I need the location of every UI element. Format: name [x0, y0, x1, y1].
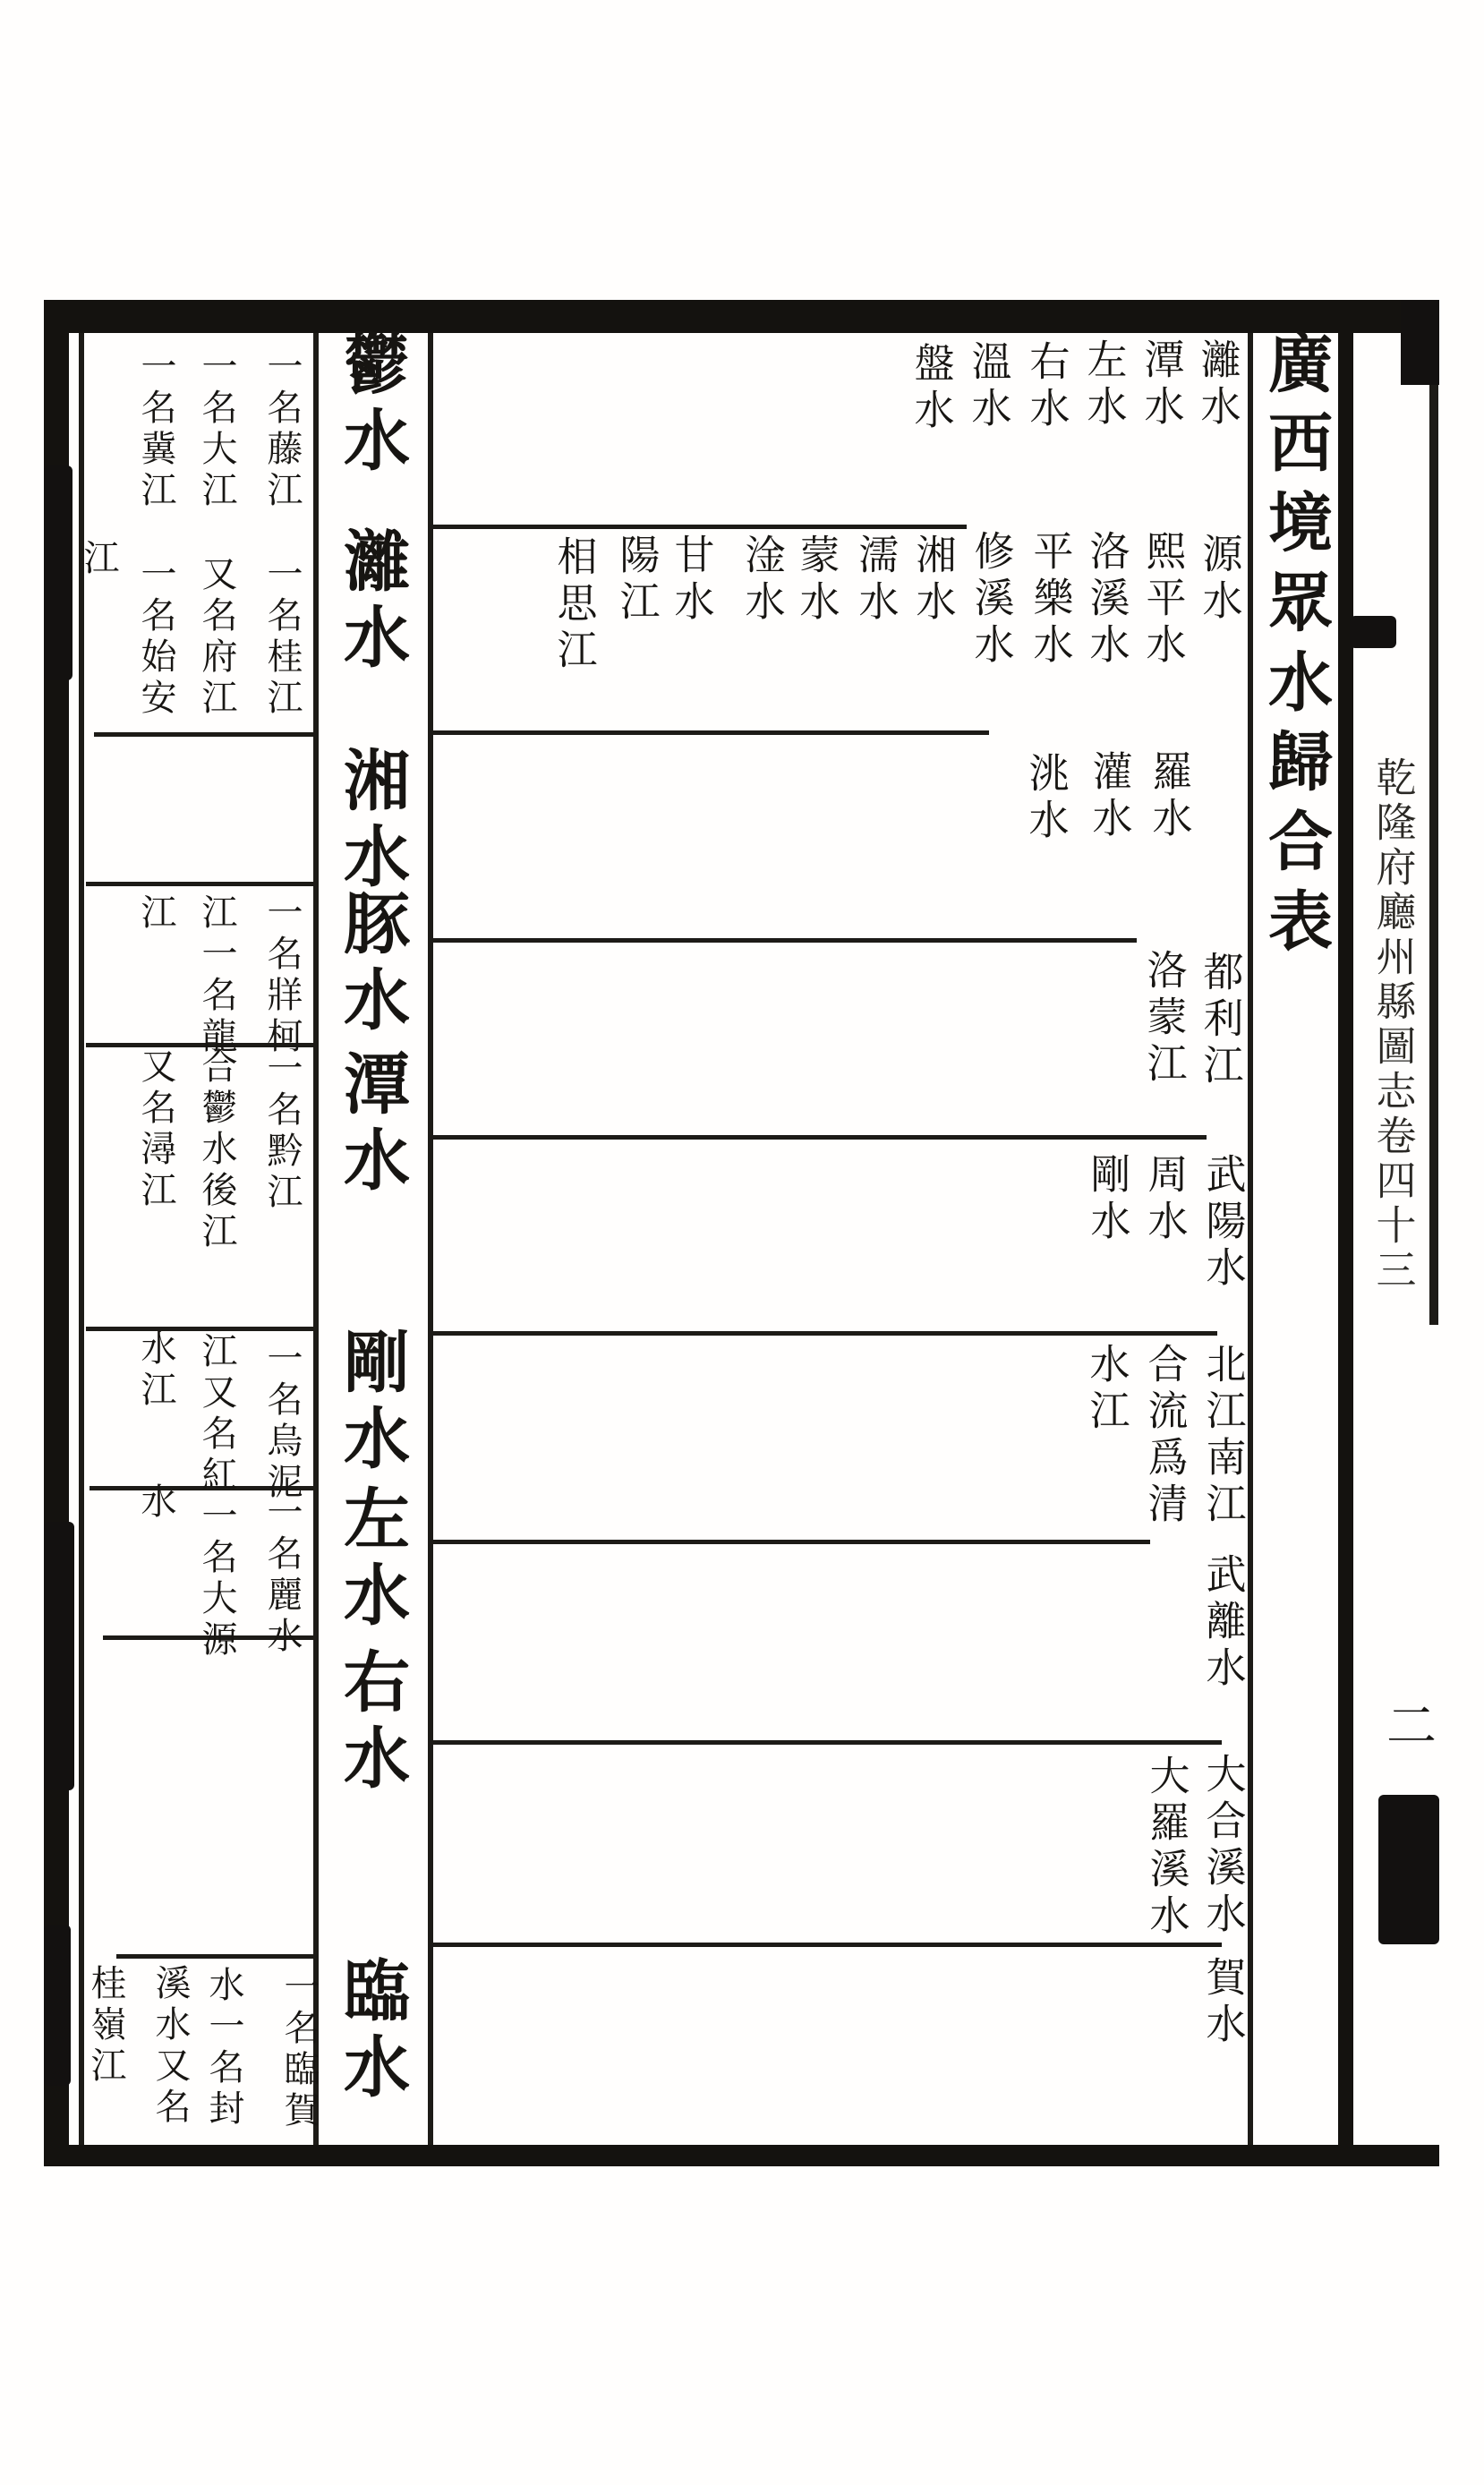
tributary-entry: 溫水	[964, 340, 1012, 433]
main-river-name: 鬱水	[333, 329, 410, 482]
main-river-name: 灕水	[333, 526, 410, 679]
tributary-entry: 盤水	[907, 342, 955, 435]
alias-note: 一名冀江	[135, 347, 176, 512]
alias-note: 一名大江	[196, 347, 237, 512]
main-river-name: 右水	[333, 1647, 410, 1799]
alias-note: 合鬱水後江	[196, 1047, 237, 1253]
row-line	[433, 938, 1137, 943]
frame-border-right	[1338, 300, 1353, 2166]
alias-note: 江又名紅	[196, 1332, 237, 1497]
row-line	[433, 1943, 1222, 1947]
tributary-entry: 大合溪水	[1198, 1753, 1247, 1939]
row-line-left	[94, 732, 313, 737]
alias-note: 一名麗水	[261, 1493, 303, 1658]
tributary-entry: 武陽水	[1198, 1153, 1247, 1293]
tributary-entry: 周水	[1140, 1153, 1189, 1246]
margin-book-title: 乾隆府廳州縣圖志卷四十三	[1369, 756, 1417, 1294]
alias-note: 又名潯江	[135, 1047, 176, 1212]
main-river-name: 左水	[333, 1484, 410, 1636]
tributary-entry: 平樂水	[1026, 530, 1074, 670]
corner-ink-block	[1401, 300, 1439, 385]
row-line-left	[86, 1327, 313, 1331]
row-line	[433, 730, 989, 735]
tributary-entry: 湘水	[908, 534, 957, 627]
tributary-entry: 武離水	[1198, 1553, 1247, 1693]
row-line	[433, 1331, 1217, 1336]
frame-border-top	[44, 300, 1439, 333]
alias-note: 桂嶺江	[85, 1964, 126, 2088]
row-line-left	[116, 1954, 313, 1959]
tributary-entry: 左水	[1079, 338, 1128, 431]
tributary-entry: 洮水	[1021, 752, 1070, 845]
tributary-entry: 蒙水	[792, 534, 840, 627]
main-river-name: 臨水	[333, 1956, 410, 2108]
main-river-name: 剛水	[333, 1328, 410, 1480]
alias-note: 一名臨賀	[278, 1968, 320, 2132]
alias-note: 江一名龍	[196, 893, 237, 1058]
margin-outer-line-right	[1429, 300, 1438, 1325]
ink-smudge	[44, 465, 72, 680]
river-column-line-right	[428, 333, 433, 2145]
tributary-entry: 洛蒙江	[1139, 949, 1188, 1089]
frame-border-bottom	[44, 2145, 1439, 2166]
tributary-entry: 灌水	[1085, 750, 1133, 843]
tributary-entry: 都利江	[1196, 951, 1244, 1090]
tributary-entry: 修溪水	[967, 530, 1015, 670]
main-river-name: 潭水	[333, 1049, 410, 1201]
title-column-line	[1248, 333, 1253, 2145]
alias-note: 一名大源	[196, 1497, 237, 1661]
river-column-line-left	[313, 333, 319, 2145]
inner-margin-line-left	[79, 333, 84, 2145]
tributary-entry: 羅水	[1145, 750, 1193, 843]
main-river-name: 湘水	[333, 746, 410, 898]
alias-note: 水江	[135, 1329, 176, 1412]
alias-note: 江	[78, 539, 119, 580]
tributary-entry: 陽江	[612, 534, 661, 627]
tributary-entry: 灕水	[1193, 338, 1241, 431]
tributary-entry: 淦水	[738, 534, 786, 627]
row-line	[433, 1540, 1150, 1544]
alias-note: 溪水又名	[149, 1964, 191, 2129]
alias-note: 一名黔江	[261, 1049, 303, 1214]
tributary-entry: 潭水	[1137, 338, 1185, 431]
alias-note: 一名始安	[135, 555, 176, 720]
tributary-entry: 大羅溪水	[1142, 1755, 1190, 1941]
alias-note: 一名藤江	[261, 347, 303, 512]
tributary-entry: 右水	[1022, 340, 1070, 433]
row-line	[433, 1135, 1207, 1140]
tributary-entry: 甘水	[667, 534, 715, 627]
table-title: 廣西境眾水歸合表	[1258, 329, 1334, 967]
tributary-entry: 合流爲清	[1140, 1343, 1189, 1529]
ink-smudge	[1350, 616, 1396, 648]
row-line	[433, 1740, 1222, 1745]
tributary-entry: 北江南江	[1198, 1343, 1247, 1529]
tributary-entry: 熙平水	[1139, 530, 1187, 670]
alias-note: 一名烏泥	[261, 1339, 303, 1504]
ink-smudge	[1378, 1795, 1439, 1944]
row-line-left	[86, 882, 313, 886]
folio-number: 二	[1378, 1699, 1437, 1756]
main-river-name: 豚水	[333, 889, 410, 1041]
alias-note: 一名牂柯	[261, 893, 303, 1058]
row-line	[433, 525, 967, 529]
alias-note: 又名府江	[196, 555, 237, 720]
alias-note: 一名桂江	[261, 555, 303, 720]
tributary-entry: 水江	[1082, 1343, 1130, 1436]
alias-note: 水一名封	[203, 1966, 244, 2131]
ink-smudge	[44, 1925, 71, 2086]
tributary-entry: 賀水	[1198, 1956, 1247, 2049]
tributary-entry: 濡水	[851, 534, 900, 627]
alias-note: 江	[135, 893, 176, 935]
ink-smudge	[44, 1522, 74, 1790]
alias-note: 水	[135, 1482, 176, 1524]
tributary-entry: 相思江	[550, 535, 598, 675]
tributary-entry: 剛水	[1083, 1153, 1131, 1246]
tributary-entry: 源水	[1195, 533, 1243, 626]
tributary-entry: 洛溪水	[1082, 530, 1130, 670]
